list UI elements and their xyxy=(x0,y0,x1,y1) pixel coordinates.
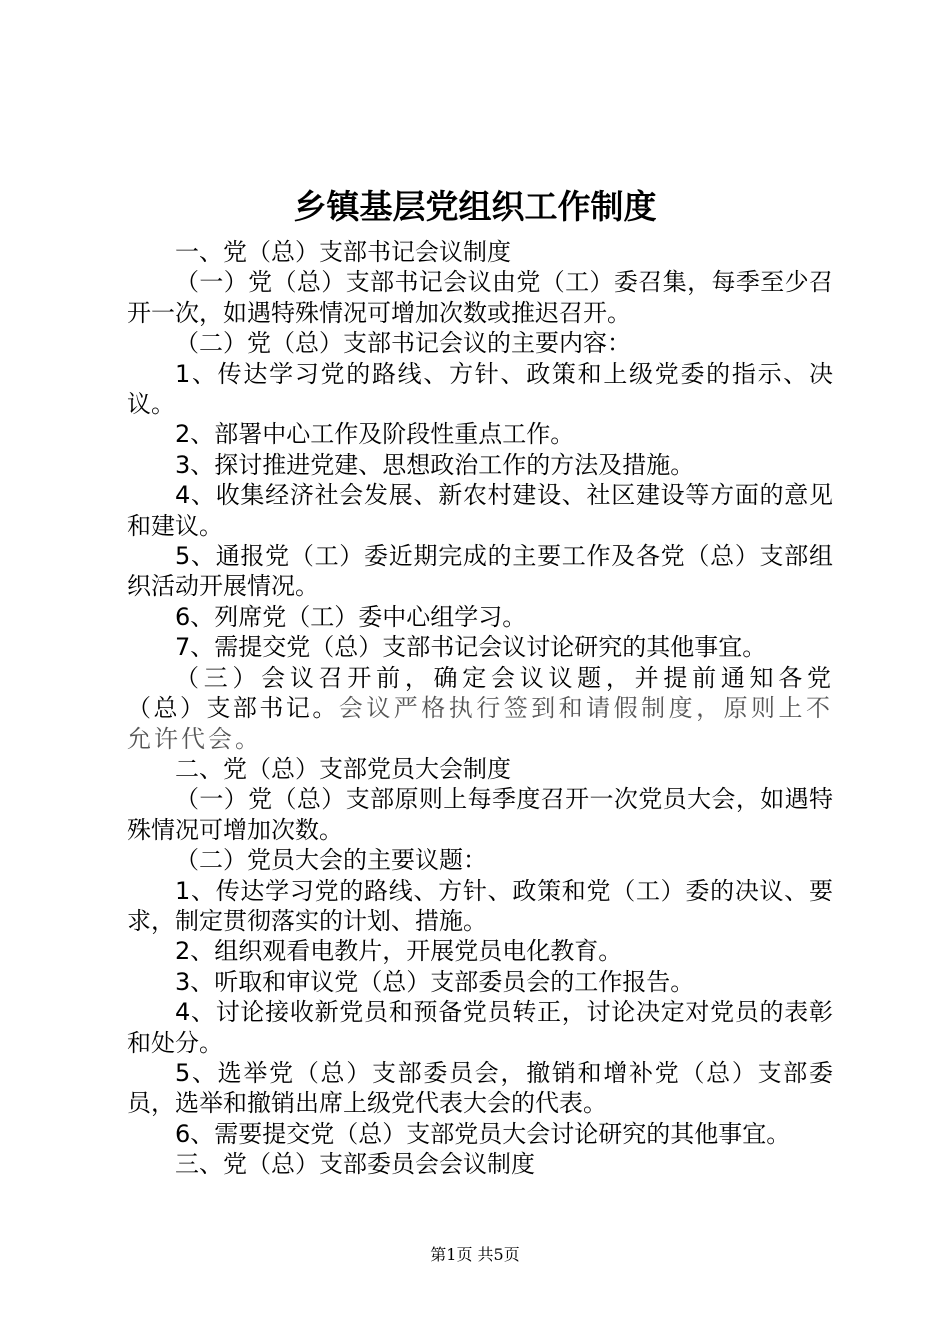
paragraph: （二）党员大会的主要议题： xyxy=(175,846,487,875)
list-item: 5、通报党（工）委近期完成的主要工作及各党（总）支部组织活动开展情况。 xyxy=(127,542,833,601)
page-footer: 第1页 共5页 xyxy=(430,1245,520,1264)
list-item: 4、收集经济社会发展、新农村建设、社区建设等方面的意见和建议。 xyxy=(127,481,833,540)
section-heading: 三、党（总）支部委员会会议制度 xyxy=(175,1150,535,1179)
list-item: 2、部署中心工作及阶段性重点工作。 xyxy=(175,420,575,449)
list-item: 2、组织观看电教片，开展党员电化教育。 xyxy=(175,937,623,966)
section-heading: 一、党（总）支部书记会议制度 xyxy=(175,238,511,266)
paragraph: （一）党（总）支部书记会议由党（工）委召集，每季至少召开一次，如遇特殊情况可增加次数或推迟召开。 xyxy=(127,268,833,327)
list-item: 4、讨论接收新党员和预备党员转正，讨论决定对党员的表彰和处分。 xyxy=(127,998,833,1057)
list-item: 5、选举党（总）支部委员会，撤销和增补党（总）支部委员，选举和撤销出席上级党代表大会的代表。 xyxy=(127,1058,833,1118)
section-heading: 二、党（总）支部党员大会制度 xyxy=(175,754,511,783)
paragraph-text: （三）会议召开前，确定会议议题，并提前通知各党（总）支部书记。 xyxy=(127,663,833,723)
list-item: 1、传达学习党的路线、方针、政策和上级党委的指示、决议。 xyxy=(127,359,833,419)
list-item: 6、需要提交党（总）支部党员大会讨论研究的其他事宜。 xyxy=(175,1119,791,1148)
paragraph-gray-text: 会议严格执行签到和请假制度，原则上不允许代会。 xyxy=(127,694,834,753)
list-item: 3、听取和审议党（总）支部委员会的工作报告。 xyxy=(175,967,695,996)
list-item: 1、传达学习党的路线、方针、政策和党（工）委的决议、要求，制定贯彻落实的计划、措施。 xyxy=(127,876,833,935)
list-item: 6、列席党（工）委中心组学习。 xyxy=(175,602,527,631)
list-item: 7、需提交党（总）支部书记会议讨论研究的其他事宜。 xyxy=(175,633,767,662)
list-item: 3、探讨推进党建、思想政治工作的方法及措施。 xyxy=(175,450,695,479)
paragraph: （一）党（总）支部原则上每季度召开一次党员大会，如遇特殊情况可增加次数。 xyxy=(127,785,833,844)
paragraph: （二）党（总）支部书记会议的主要内容： xyxy=(175,329,631,358)
document-body xyxy=(127,237,833,1180)
paragraph-mixed xyxy=(127,663,833,754)
document-title: 乡镇基层党组织工作制度 xyxy=(293,187,657,226)
